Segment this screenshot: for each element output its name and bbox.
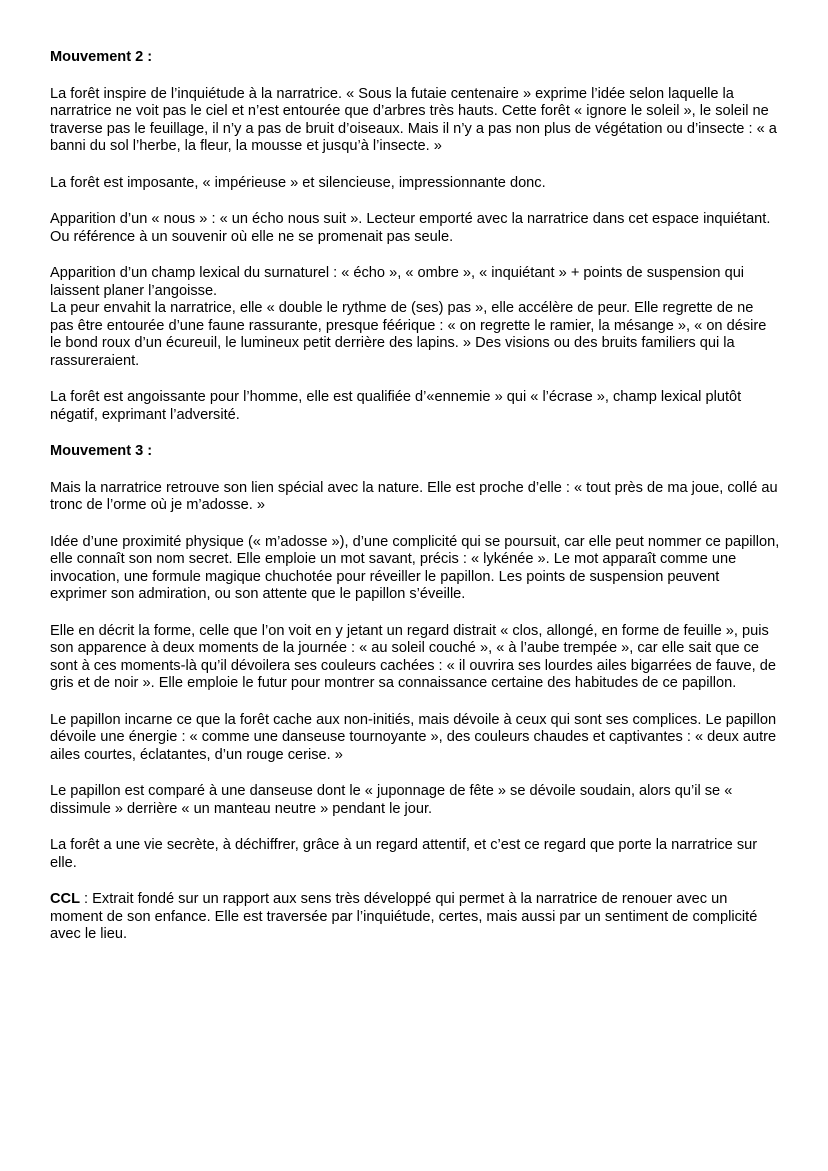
conclusion-label: CCL bbox=[50, 891, 80, 907]
paragraph-m2-2: La forêt est imposante, « impérieuse » et silencieuse, impressionnante donc. bbox=[50, 174, 546, 191]
paragraph-m2-3: Apparition d’un « nous » : « un écho nous suit ». Lecteur emporté avec la narratrice dans cet espace inquiétant. Ou référence à un souvenir où elle ne se promenait pas seule. bbox=[50, 211, 771, 245]
paragraph-m3-3: Elle en décrit la forme, celle que l’on voit en y jetant un regard distrait « clos, allongé, en forme de feuille », puis son apparence à deux moments de la journée : « au soleil couché », « à l’aube trempée », car elle sait que ce sont à ces moments-là qu’il dévoilera ses couleurs cachées : « il ouvrira ses lourdes ailes bigarrées de fauve, de gris et de noir ». Elle emploie le futur pour montrer sa connaissance certaine des habitudes de ce papillon. bbox=[50, 622, 777, 691]
paragraph-m3-4: Le papillon incarne ce que la forêt cache aux non-initiés, mais dévoile à ceux qui sont ses complices. Le papillon dévoile une énergie : « comme une danseuse tournoyante », des couleurs chaudes et captivantes : « deux autre ailes courtes, éclatantes, d’un rouge cerise. » bbox=[50, 711, 777, 763]
paragraph-m3-2: Idée d’une proximité physique (« m’adosse »), d’une complicité qui se poursuit, car elle peut nommer ce papillon, elle connaît son nom secret. Elle emploie un mot savant, précis : « lykénée ». Le mot apparaît comme une invocation, une formule magique chuchotée pour réveiller le papillon. Les points de suspension peuvent exprimer son admiration, ou son attente que le papillon s’éveille. bbox=[50, 533, 780, 602]
paragraph-m3-1: Mais la narratrice retrouve son lien spécial avec la nature. Elle est proche d’elle : « tout près de ma joue, collé au tronc de l’orme où je m’adosse. » bbox=[50, 479, 778, 513]
paragraph-m2-6: La forêt est angoissante pour l’homme, elle est qualifiée d’«ennemie » qui « l’écrase », champ lexical plutôt négatif, exprimant l’adversité. bbox=[50, 389, 742, 423]
paragraph-m2-4: Apparition d’un champ lexical du surnaturel : « écho », « ombre », « inquiétant » + points de suspension qui laissent planer l’angoisse. bbox=[50, 265, 745, 299]
paragraph-m2-1: La forêt inspire de l’inquiétude à la narratrice. « Sous la futaie centenaire » exprime l’idée selon laquelle la narratrice ne voit pas le ciel et n’est entourée que d’arbres très hauts. Cette forêt « ignore le soleil », le soleil ne traverse pas le feuillage, il n’y a pas de bruit d’oiseaux. Mais il n’y a pas non plus de végétation ou d’insecte : « a banni du sol l’herbe, la fleur, la mousse et jusqu’à l’insecte. » bbox=[50, 85, 777, 154]
paragraph-m3-5: Le papillon est comparé à une danseuse dont le « juponnage de fête » se dévoile soudain, alors qu’il se « dissimule » derrière « un manteau neutre » pendant le jour. bbox=[50, 783, 733, 817]
heading-mouvement-2: Mouvement 2 : bbox=[50, 49, 153, 65]
paragraph-m2-5: La peur envahit la narratrice, elle « double le rythme de (ses) pas », elle accélère de peur. Elle regrette de ne pas être entourée d’une faune rassurante, presque féérique : « on regrette le ramier, la mésange », « on désire le bond roux d’un écureuil, le lumineux petit derrière des lapins. » Des visions ou des bruits familiers qui la rassureraient. bbox=[50, 300, 767, 369]
heading-mouvement-3: Mouvement 3 : bbox=[50, 443, 153, 459]
conclusion-text: : Extrait fondé sur un rapport aux sens très développé qui permet à la narratrice de renouer avec un moment de son enfance. Elle est traversée par l’inquiétude, certes, mais aussi par un sentiment de complicité avec le lieu. bbox=[50, 891, 758, 942]
document-page bbox=[50, 49, 780, 944]
paragraph-m3-6: La forêt a une vie secrète, à déchiffrer, grâce à un regard attentif, et c’est ce regard que porte la narratrice sur elle. bbox=[50, 837, 758, 871]
paragraph-conclusion bbox=[50, 891, 780, 944]
